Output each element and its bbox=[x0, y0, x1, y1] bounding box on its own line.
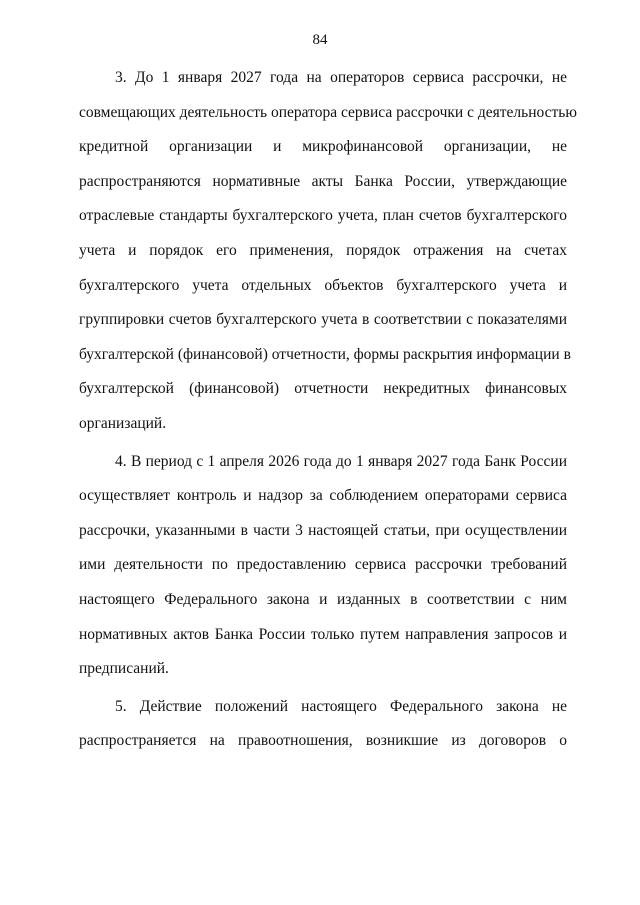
paragraph-4 bbox=[79, 445, 567, 687]
page-number: 84 bbox=[312, 32, 328, 48]
paragraph-3 bbox=[79, 61, 577, 442]
text-line: бухгалтерской (финансовой) отчетности, формы раскрытия информации в bbox=[79, 345, 571, 363]
text-line: бухгалтерского учета отдельных объектов бухгалтерского учета и bbox=[79, 276, 567, 294]
document-body bbox=[79, 61, 577, 759]
text-line: распространяется на правоотношения, возникшие из договоров о bbox=[79, 732, 567, 750]
text-line: кредитной организации и микрофинансовой организации, не bbox=[79, 138, 567, 156]
text-line: учета и порядок его применения, порядок отражения на счетах bbox=[79, 241, 567, 259]
text-line: нормативных актов Банка России только путем направления запросов и bbox=[79, 625, 567, 643]
text-line: группировки счетов бухгалтерского учета в соответствии с показателями bbox=[79, 311, 567, 329]
text-line: бухгалтерской (финансовой) отчетности некредитных финансовых bbox=[79, 380, 567, 398]
text-line: предписаний. bbox=[79, 660, 169, 678]
text-line: настоящего Федерального закона и изданных в соответствии с ним bbox=[79, 590, 567, 608]
text-line: осуществляет контроль и надзор за соблюдением операторами сервиса bbox=[79, 487, 567, 505]
text-line: 4. В период с 1 апреля 2026 года до 1 января 2027 года Банк России bbox=[115, 452, 567, 470]
text-line: отраслевые стандарты бухгалтерского учета, план счетов бухгалтерского bbox=[79, 207, 567, 225]
text-line: распространяются нормативные акты Банка России, утверждающие bbox=[79, 172, 567, 190]
text-line: 5. Действие положений настоящего Федерального закона не bbox=[115, 697, 567, 715]
text-line: совмещающих деятельность оператора сервиса рассрочки с деятельностью bbox=[79, 103, 577, 121]
text-line: организаций. bbox=[79, 414, 167, 432]
text-line: рассрочки, указанными в части 3 настоящей статьи, при осуществлении bbox=[79, 521, 567, 539]
text-line: ими деятельности по предоставлению сервиса рассрочки требований bbox=[79, 556, 567, 574]
text-line: 3. До 1 января 2027 года на операторов сервиса рассрочки, не bbox=[115, 69, 567, 86]
paragraph-5 bbox=[79, 690, 567, 759]
